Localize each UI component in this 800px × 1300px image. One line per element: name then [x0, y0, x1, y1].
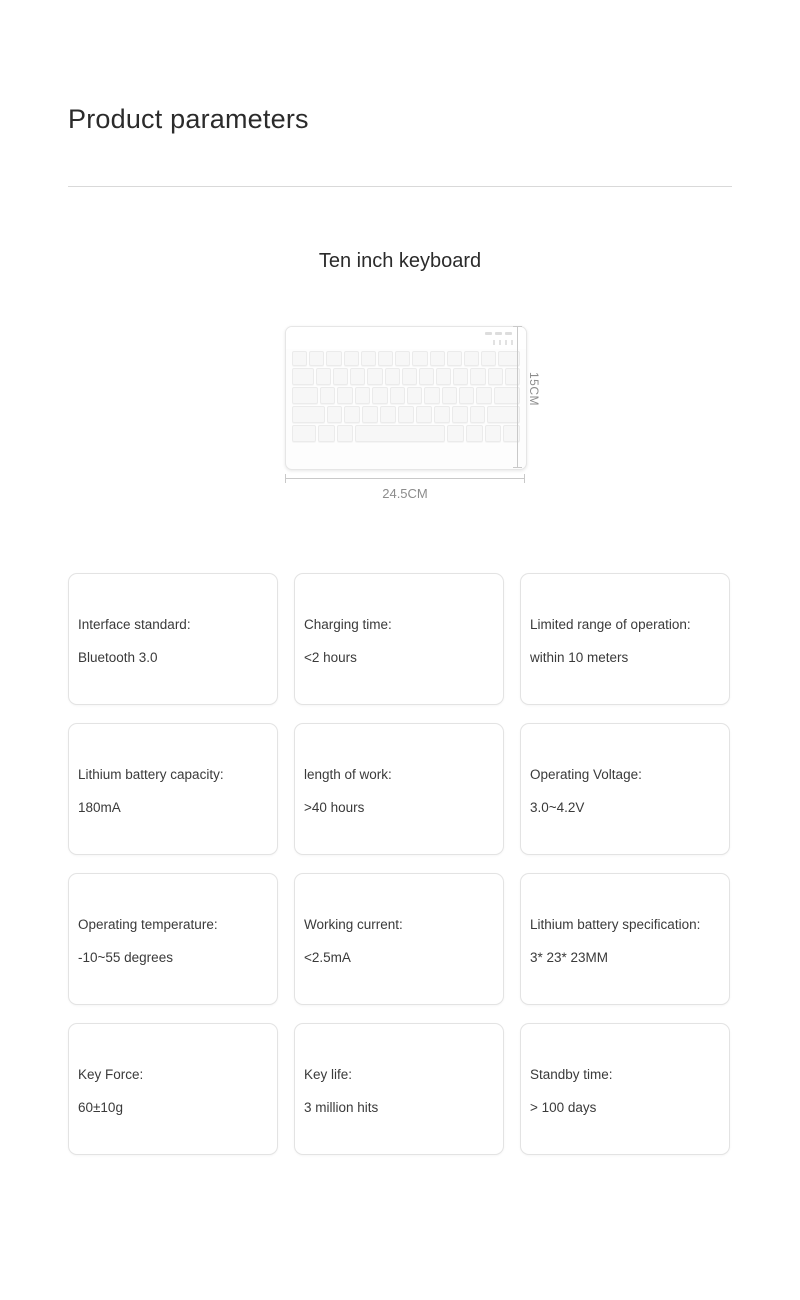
key-row: [292, 406, 520, 423]
spec-card: [68, 1023, 278, 1155]
spec-value: <2 hours: [304, 649, 357, 665]
spec-label: Operating Voltage:: [530, 767, 642, 782]
spec-label: length of work:: [304, 767, 392, 782]
width-dimension-line: [285, 478, 525, 479]
spec-card-grid: [68, 573, 732, 1155]
key-row: [292, 368, 520, 385]
spec-value: 3.0~4.2V: [530, 799, 585, 815]
spec-value: 60±10g: [78, 1099, 123, 1115]
section-title: Ten inch keyboard: [318, 250, 482, 272]
spec-value: >40 hours: [304, 799, 365, 815]
spec-value: 3* 23* 23MM: [530, 949, 609, 965]
key-row: [292, 425, 520, 442]
keyboard-function-marks: [493, 340, 513, 345]
spec-label: Limited range of operation:: [530, 617, 691, 632]
spec-value: Bluetooth 3.0: [78, 649, 158, 665]
width-dimension-label: 24.5CM: [382, 486, 428, 501]
spec-value: within 10 meters: [530, 649, 629, 665]
spec-card: [294, 573, 504, 705]
spec-label: Lithium battery capacity:: [78, 767, 224, 782]
spec-label: Standby time:: [530, 1067, 613, 1082]
spec-card: [520, 723, 730, 855]
key-row: [292, 351, 520, 366]
spec-label: Working current:: [304, 917, 403, 932]
spec-card: [520, 1023, 730, 1155]
spec-label: Operating temperature:: [78, 917, 218, 932]
spec-label: Charging time:: [304, 617, 392, 632]
spec-label: Key life:: [304, 1067, 353, 1082]
spec-label: Lithium battery specification:: [530, 917, 701, 932]
spec-card: [68, 573, 278, 705]
spec-value: 180mA: [78, 799, 121, 815]
spec-card: [520, 873, 730, 1005]
keyboard-figure: [265, 318, 565, 528]
spec-label: Interface standard:: [78, 617, 191, 632]
spec-card: [294, 723, 504, 855]
spec-card: [68, 723, 278, 855]
spec-card: [294, 1023, 504, 1155]
height-dimension-line: [517, 326, 518, 468]
spec-card: [68, 873, 278, 1005]
keyboard-indicator-leds: [485, 332, 512, 335]
spec-value: -10~55 degrees: [78, 949, 173, 965]
spec-value: <2.5mA: [304, 949, 351, 965]
keyboard-keys: [292, 351, 520, 463]
spec-card: [294, 873, 504, 1005]
keyboard-top-strip: [286, 327, 526, 349]
title-divider: [68, 186, 732, 187]
spec-card: [520, 573, 730, 705]
spec-label: Key Force:: [78, 1067, 144, 1082]
height-dimension-label: 15CM: [527, 372, 541, 407]
spec-value: > 100 days: [530, 1099, 597, 1115]
key-row: [292, 387, 520, 404]
spec-value: 3 million hits: [304, 1099, 379, 1115]
keyboard-icon: [285, 326, 527, 470]
page-title: Product parameters: [68, 104, 309, 134]
